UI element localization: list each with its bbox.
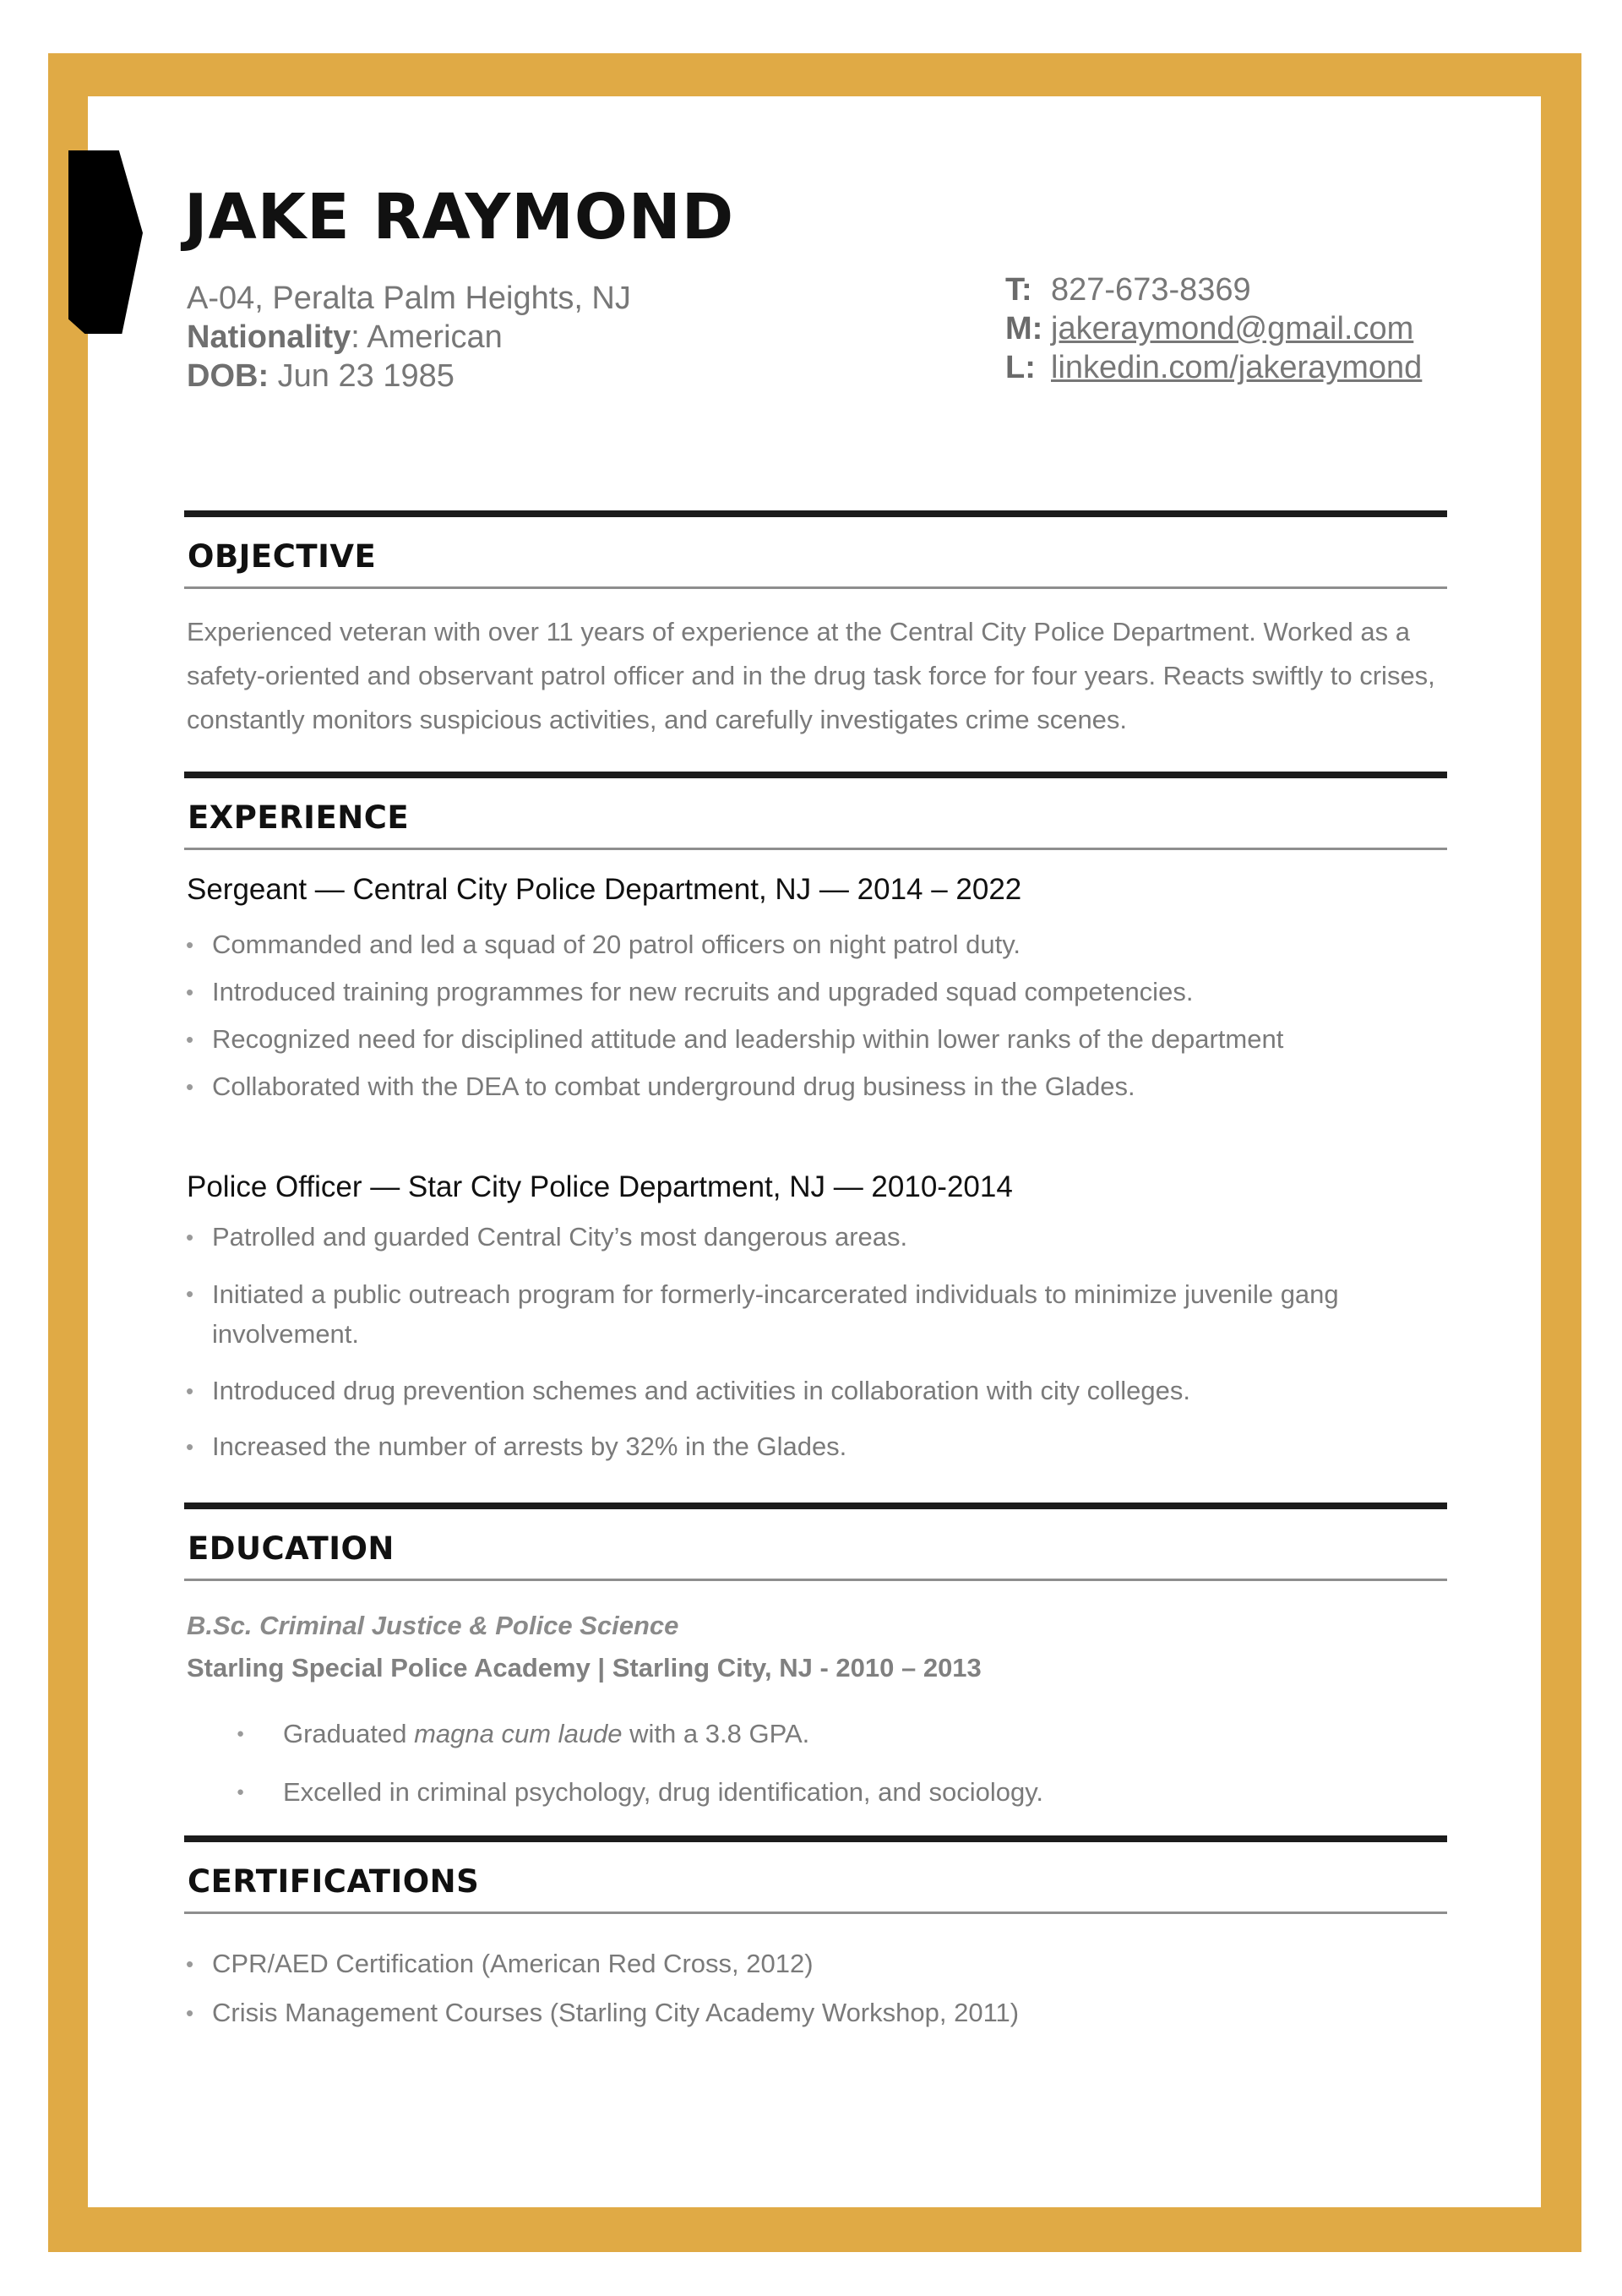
job-title: Police Officer — Star City Police Department, NJ — 2010-2014 [187, 1170, 1013, 1203]
nationality-row: Nationality: American [187, 319, 503, 355]
certifications-heading: CERTIFICATIONS [188, 1863, 480, 1900]
section-underline [184, 848, 1447, 850]
section-underline [184, 586, 1447, 589]
list-item: • CPR/AED Certification (American Red Cross, 2012) [184, 1939, 1447, 1988]
address: A-04, Peralta Palm Heights, NJ [187, 281, 631, 316]
certification-list [184, 1939, 1447, 2037]
section-divider [184, 1502, 1447, 1509]
experience-section [184, 772, 1447, 1465]
contact-info [1005, 270, 1422, 387]
list-item: • Introduced drug prevention schemes and activities in collaboration with city colleges. [184, 1372, 1447, 1410]
education-section [184, 1502, 1447, 1821]
job-bullets [184, 921, 1447, 1110]
job-entry [184, 869, 1447, 1110]
email-row [1005, 309, 1422, 348]
objective-section [184, 510, 1447, 742]
job-entry [184, 1166, 1447, 1465]
linkedin-row [1005, 348, 1422, 387]
candidate-name: JAKE RAYMOND [184, 181, 735, 254]
nationality-value: American [367, 319, 503, 355]
job-title: Sergeant — Central City Police Department, NJ — 2014 – 2022 [187, 873, 1022, 906]
section-underline [184, 1912, 1447, 1914]
certifications-section [184, 1835, 1447, 2037]
job-bullets [184, 1219, 1447, 1465]
phone-value: 827-673-8369 [1051, 272, 1251, 308]
experience-heading: EXPERIENCE [188, 799, 410, 836]
phone-row [1005, 270, 1422, 309]
list-item: • Crisis Management Courses (Starling City Academy Workshop, 2011) [184, 1988, 1447, 2037]
nationality-label: Nationality [187, 319, 351, 355]
section-divider [184, 510, 1447, 517]
school-line: Starling Special Police Academy | Starling City, NJ - 2010 – 2013 [187, 1653, 982, 1682]
list-item [184, 1704, 1447, 1763]
phone-label: T: [1005, 272, 1032, 308]
list-item: • Initiated a public outreach program for formerly-incarcerated individuals to minimize juvenile gang involvement. [184, 1274, 1447, 1354]
list-item: • Increased the number of arrests by 32% in the Glades. [184, 1428, 1447, 1465]
list-item: ● Excelled in criminal psychology, drug identification, and sociology. [184, 1763, 1447, 1821]
list-item: • Collaborated with the DEA to combat underground drug business in the Glades. [184, 1063, 1447, 1110]
section-divider [184, 1835, 1447, 1842]
dob-row [187, 357, 631, 395]
section-divider [184, 772, 1447, 778]
linkedin-link[interactable]: linkedin.com/jakeraymond [1051, 350, 1423, 385]
dob-value: Jun 23 1985 [277, 358, 454, 394]
gpa-text-post: with a 3.8 GPA. [622, 1719, 810, 1748]
objective-text: Experienced veteran with over 11 years of experience at the Central City Police Department. Worked as a safety-oriented and observant patrol officer and in the drug task force for four years. Reacts swiftly to crises, constantly monitors suspicious activities, and carefully investigates crime scenes. [187, 617, 1435, 734]
email-label: M: [1005, 311, 1043, 346]
list-item: • Patrolled and guarded Central City’s most dangerous areas. [184, 1219, 1447, 1256]
degree-title: B.Sc. Criminal Justice & Police Science [187, 1611, 679, 1640]
list-item: • Introduced training programmes for new recruits and upgraded squad competencies. [184, 968, 1447, 1016]
objective-heading: OBJECTIVE [188, 538, 377, 575]
gpa-text-pre: Graduated [283, 1719, 415, 1748]
list-item: • Recognized need for disciplined attitude and leadership within lower ranks of the department [184, 1016, 1447, 1063]
list-item: • Commanded and led a squad of 20 patrol officers on night patrol duty. [184, 921, 1447, 968]
honor-text: magna cum laude [414, 1719, 623, 1748]
education-heading: EDUCATION [188, 1530, 395, 1567]
section-underline [184, 1579, 1447, 1581]
email-link[interactable]: jakeraymond@gmail.com [1051, 311, 1414, 346]
personal-info [187, 279, 631, 395]
education-bullets [184, 1704, 1447, 1821]
dob-label: DOB: [187, 358, 269, 394]
linkedin-label: L: [1005, 350, 1036, 385]
